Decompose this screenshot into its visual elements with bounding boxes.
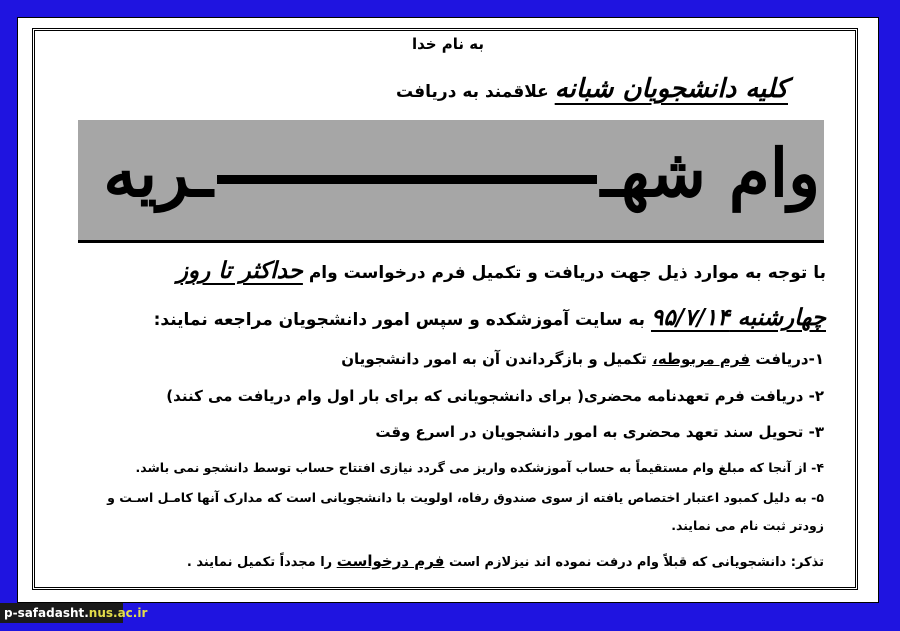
list-item: ۵- به دلیل کمبود اعتبار اختصاص یافته از سوی صندوق رفاه، اولویت با دانشجویانی است که مدارک آنها کامـل اسـت و — [107, 490, 824, 505]
intro-line-1: با توجه به موارد ذیل جهت دریافت و تکمیل فرم درخواست وام حداکثر تا روز — [176, 257, 826, 284]
heading-emphasis: کلیه دانشجویان شبانه — [554, 74, 788, 104]
site-url-label: p-safadasht.nus.ac.ir — [0, 603, 123, 623]
list-item: ۱-دریافت فرم مربوطه، تکمیل و بازگرداندن آن به امور دانشجویان — [341, 350, 824, 368]
banner-title: وام شهــریه — [103, 134, 820, 212]
kashida-bar — [217, 175, 597, 184]
notice-heading — [396, 74, 788, 104]
list-item: ۳- تحویل سند تعهد محضری به امور دانشجویان در اسرع وقت — [375, 423, 824, 441]
intro-line-2: چهارشنبه ۹۵/۷/۱۴ به سایت آموزشکده و سپس امور دانشجویان مراجعه نمایند: — [153, 304, 826, 331]
list-item: ۲- دریافت فرم تعهدنامه محضری( برای دانشجویانی که برای بار اول وام دریافت می کنند) — [166, 387, 824, 405]
reminder-note: تذکر: دانشجویانی که قبلاً وام درفت نموده اند نیزلازم است فرم درخواست را مجدداً تکمیل نمایند . — [186, 552, 824, 570]
heading-rest: علاقمند به دریافت — [396, 82, 549, 102]
deadline-emphasis: حداکثر تا روز — [176, 257, 303, 284]
bismillah: به نام خدا — [411, 35, 485, 53]
deadline-date: چهارشنبه ۹۵/۷/۱۴ — [650, 304, 826, 331]
list-item: ۴- از آنجا که مبلغ وام مستقیماً به حساب آموزشکده واریز می گردد نیازی افتتاح حساب توسط دانشجو نمی باشد. — [135, 460, 824, 475]
notice-paper — [17, 17, 879, 603]
list-item-continued: زودتر ثبت نام می نمایند. — [671, 518, 824, 533]
title-banner — [78, 120, 824, 243]
